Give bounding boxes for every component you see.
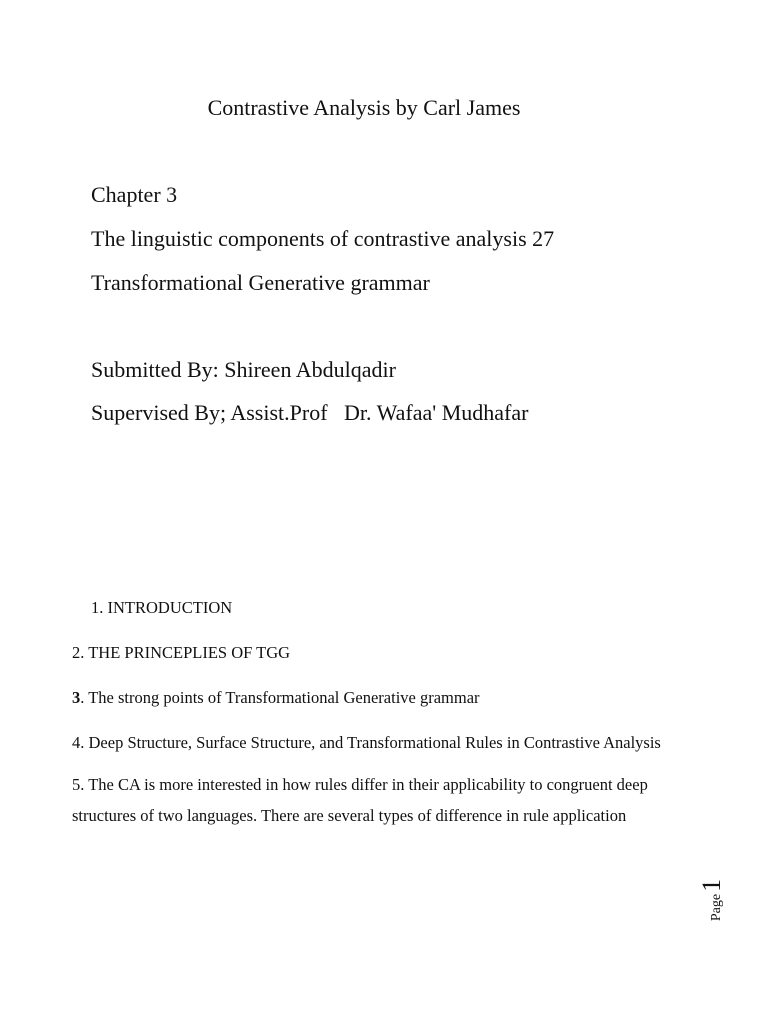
outline-item-principles: 2. THE PRINCEPLIES OF TGG <box>72 643 291 662</box>
page-number-value: 1 <box>697 878 726 892</box>
chapter-heading: Chapter 3 <box>91 182 178 207</box>
document-title: Contrastive Analysis by Carl James <box>207 95 521 120</box>
outline-item-introduction: 1. INTRODUCTION <box>91 598 233 617</box>
page-number <box>697 880 747 920</box>
supervised-by: Supervised By; Assist.Prof Dr. Wafaa' Mudhafar <box>91 400 529 425</box>
page-label: Page <box>709 893 724 922</box>
outline-item-deep-structure: 4. Deep Structure, Surface Structure, and Transformational Rules in Contrastive Analysis <box>72 733 661 752</box>
outline-item-number: 3 <box>72 688 81 707</box>
chapter-subtitle: The linguistic components of contrastive analysis 27 <box>91 226 555 251</box>
outline-item-text: . The strong points of Transformational Generative grammar <box>80 688 480 707</box>
outline-item-rule-application: 5. The CA is more interested in how rules differ in their applicability to congruent deep structures of two languages. There are several types of difference in rule application <box>72 775 648 825</box>
submitted-by: Submitted By: Shireen Abdulqadir <box>91 357 396 382</box>
outline-item-strong-points <box>72 687 480 709</box>
chapter-topic: Transformational Generative grammar <box>91 270 430 295</box>
